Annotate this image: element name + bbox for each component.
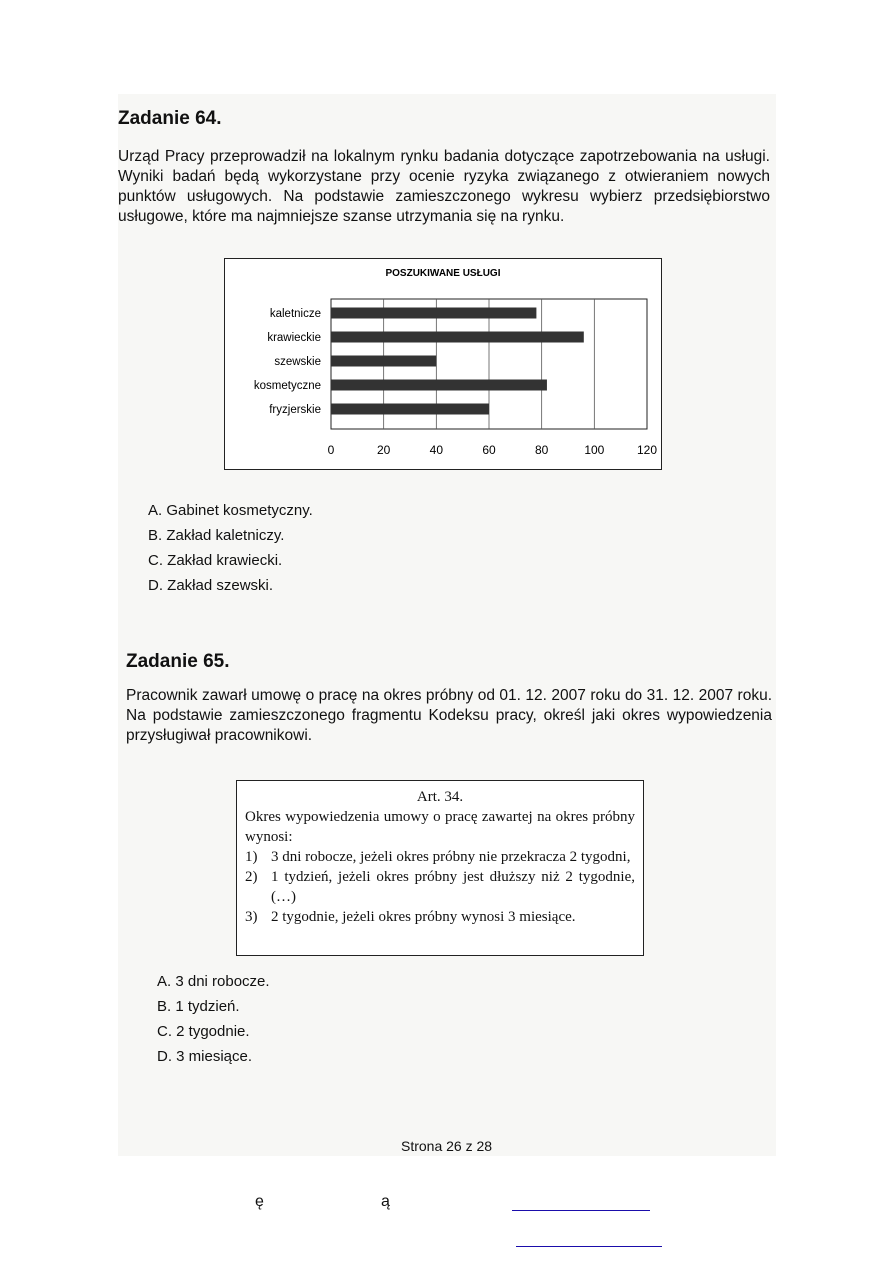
- x-tick-label: 80: [534, 443, 549, 457]
- x-tick-label: 120: [636, 443, 658, 457]
- task65-heading: Zadanie 65.: [126, 651, 230, 672]
- answer-option: B. Zakład kaletniczy.: [148, 527, 285, 544]
- page-number: Strona 26 z 28: [401, 1138, 493, 1154]
- x-tick-label: 40: [429, 443, 444, 457]
- task64-answers: [148, 498, 313, 598]
- article-item: [245, 847, 635, 867]
- x-tick-label: 20: [376, 443, 391, 457]
- article-item: [245, 907, 635, 927]
- bar: [331, 308, 536, 319]
- y-category-label: szewskie: [274, 356, 321, 368]
- x-tick-label: 0: [327, 443, 335, 457]
- task65-question: Pracownik zawarł umowę o pracę na okres próbny od 01. 12. 2007 roku do 31. 12. 2007 roku. Na podstawie zamieszczonego fragmentu Kodeksu pracy, określ jaki okres wypowiedzenia przysługiwał pracownikowi.: [126, 687, 772, 744]
- answer-option: A. Gabinet kosmetyczny.: [148, 502, 313, 519]
- y-category-label: fryzjerskie: [269, 404, 321, 416]
- article-item-num: 2): [245, 869, 258, 885]
- article-item-text: 1 tydzień, jeżeli okres próbny jest dłuższy niż 2 tygodnie, (…): [271, 869, 635, 905]
- article-item-num: 3): [245, 909, 258, 925]
- answer-option: D. Zakład szewski.: [148, 577, 274, 594]
- article-title: Art. 34.: [416, 789, 464, 805]
- y-category-label: kaletnicze: [269, 308, 321, 320]
- answer-option: D. 3 miesiące.: [157, 1048, 253, 1065]
- article-item-text: 3 dni robocze, jeżeli okres próbny nie przekracza 2 tygodni,: [271, 849, 631, 865]
- task64-question: Urząd Pracy przeprowadził na lokalnym rynku badania dotyczące zapotrzebowania na usługi. Wyniki badań będą wykorzystane przy ocenie ryzyka związanego z otwieraniem nowych punktów usługowych. Na podstawie zamieszczonego wykresu wybierz przedsiębiorstwo usługowe, które ma najmniejsze szanse utrzymania się na rynku.: [118, 148, 770, 225]
- article-intro: Okres wypowiedzenia umowy o pracę zawartej na okres próbny wynosi:: [245, 809, 635, 845]
- bar: [331, 404, 489, 415]
- y-category-label: krawieckie: [267, 332, 321, 344]
- task65-answers: [157, 969, 270, 1069]
- demand-bar-chart: [225, 259, 661, 469]
- stray-glyph: ą: [381, 1193, 390, 1210]
- article-item-num: 1): [245, 849, 258, 865]
- chart-frame: [224, 258, 662, 470]
- chart-title: POSZUKIWANE USŁUGI: [385, 268, 501, 279]
- x-tick-label: 100: [584, 443, 605, 457]
- link-underline[interactable]: [516, 1246, 662, 1247]
- article-box: [236, 780, 644, 956]
- article-item-text: 2 tygodnie, jeżeli okres próbny wynosi 3 miesiące.: [271, 909, 576, 925]
- answer-option: B. 1 tydzień.: [157, 998, 240, 1015]
- stray-glyph: ę: [255, 1193, 264, 1210]
- y-category-label: kosmetyczne: [253, 380, 321, 392]
- bar: [331, 356, 436, 367]
- answer-option: C. 2 tygodnie.: [157, 1023, 250, 1040]
- article-item: [245, 867, 635, 907]
- task64-heading: Zadanie 64.: [118, 108, 222, 129]
- answer-option: C. Zakład krawiecki.: [148, 552, 283, 569]
- x-tick-label: 60: [482, 443, 496, 457]
- link-underline[interactable]: [512, 1210, 650, 1211]
- bar: [331, 380, 547, 391]
- answer-option: A. 3 dni robocze.: [157, 973, 270, 990]
- bar: [331, 332, 584, 343]
